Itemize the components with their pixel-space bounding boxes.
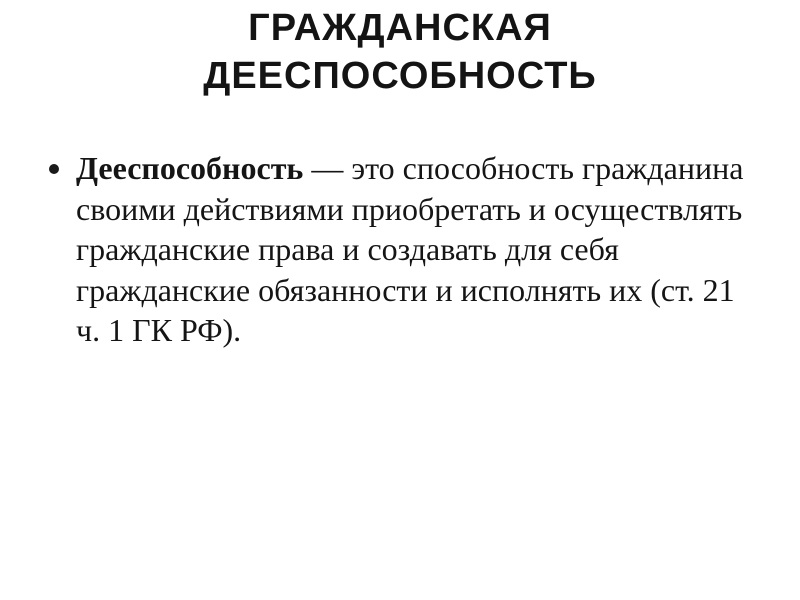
- slide-title-line-2: ДЕЕСПОСОБНОСТЬ: [203, 55, 597, 97]
- bullet-list: [44, 148, 744, 351]
- bullet-dot-icon: [49, 164, 59, 174]
- bullet-item: [44, 148, 744, 351]
- definition-text: — это способность гражданина своими действиями приобретать и осуществлять гражданские права и создавать для себя гражданские обязанности и исполнять их (ст. 21 ч. 1 ГК РФ).: [76, 150, 744, 348]
- slide-title: [0, 4, 800, 100]
- definition-term: Дееспособность: [76, 150, 304, 186]
- slide-title-line-1: ГРАЖДАНСКАЯ: [248, 7, 552, 49]
